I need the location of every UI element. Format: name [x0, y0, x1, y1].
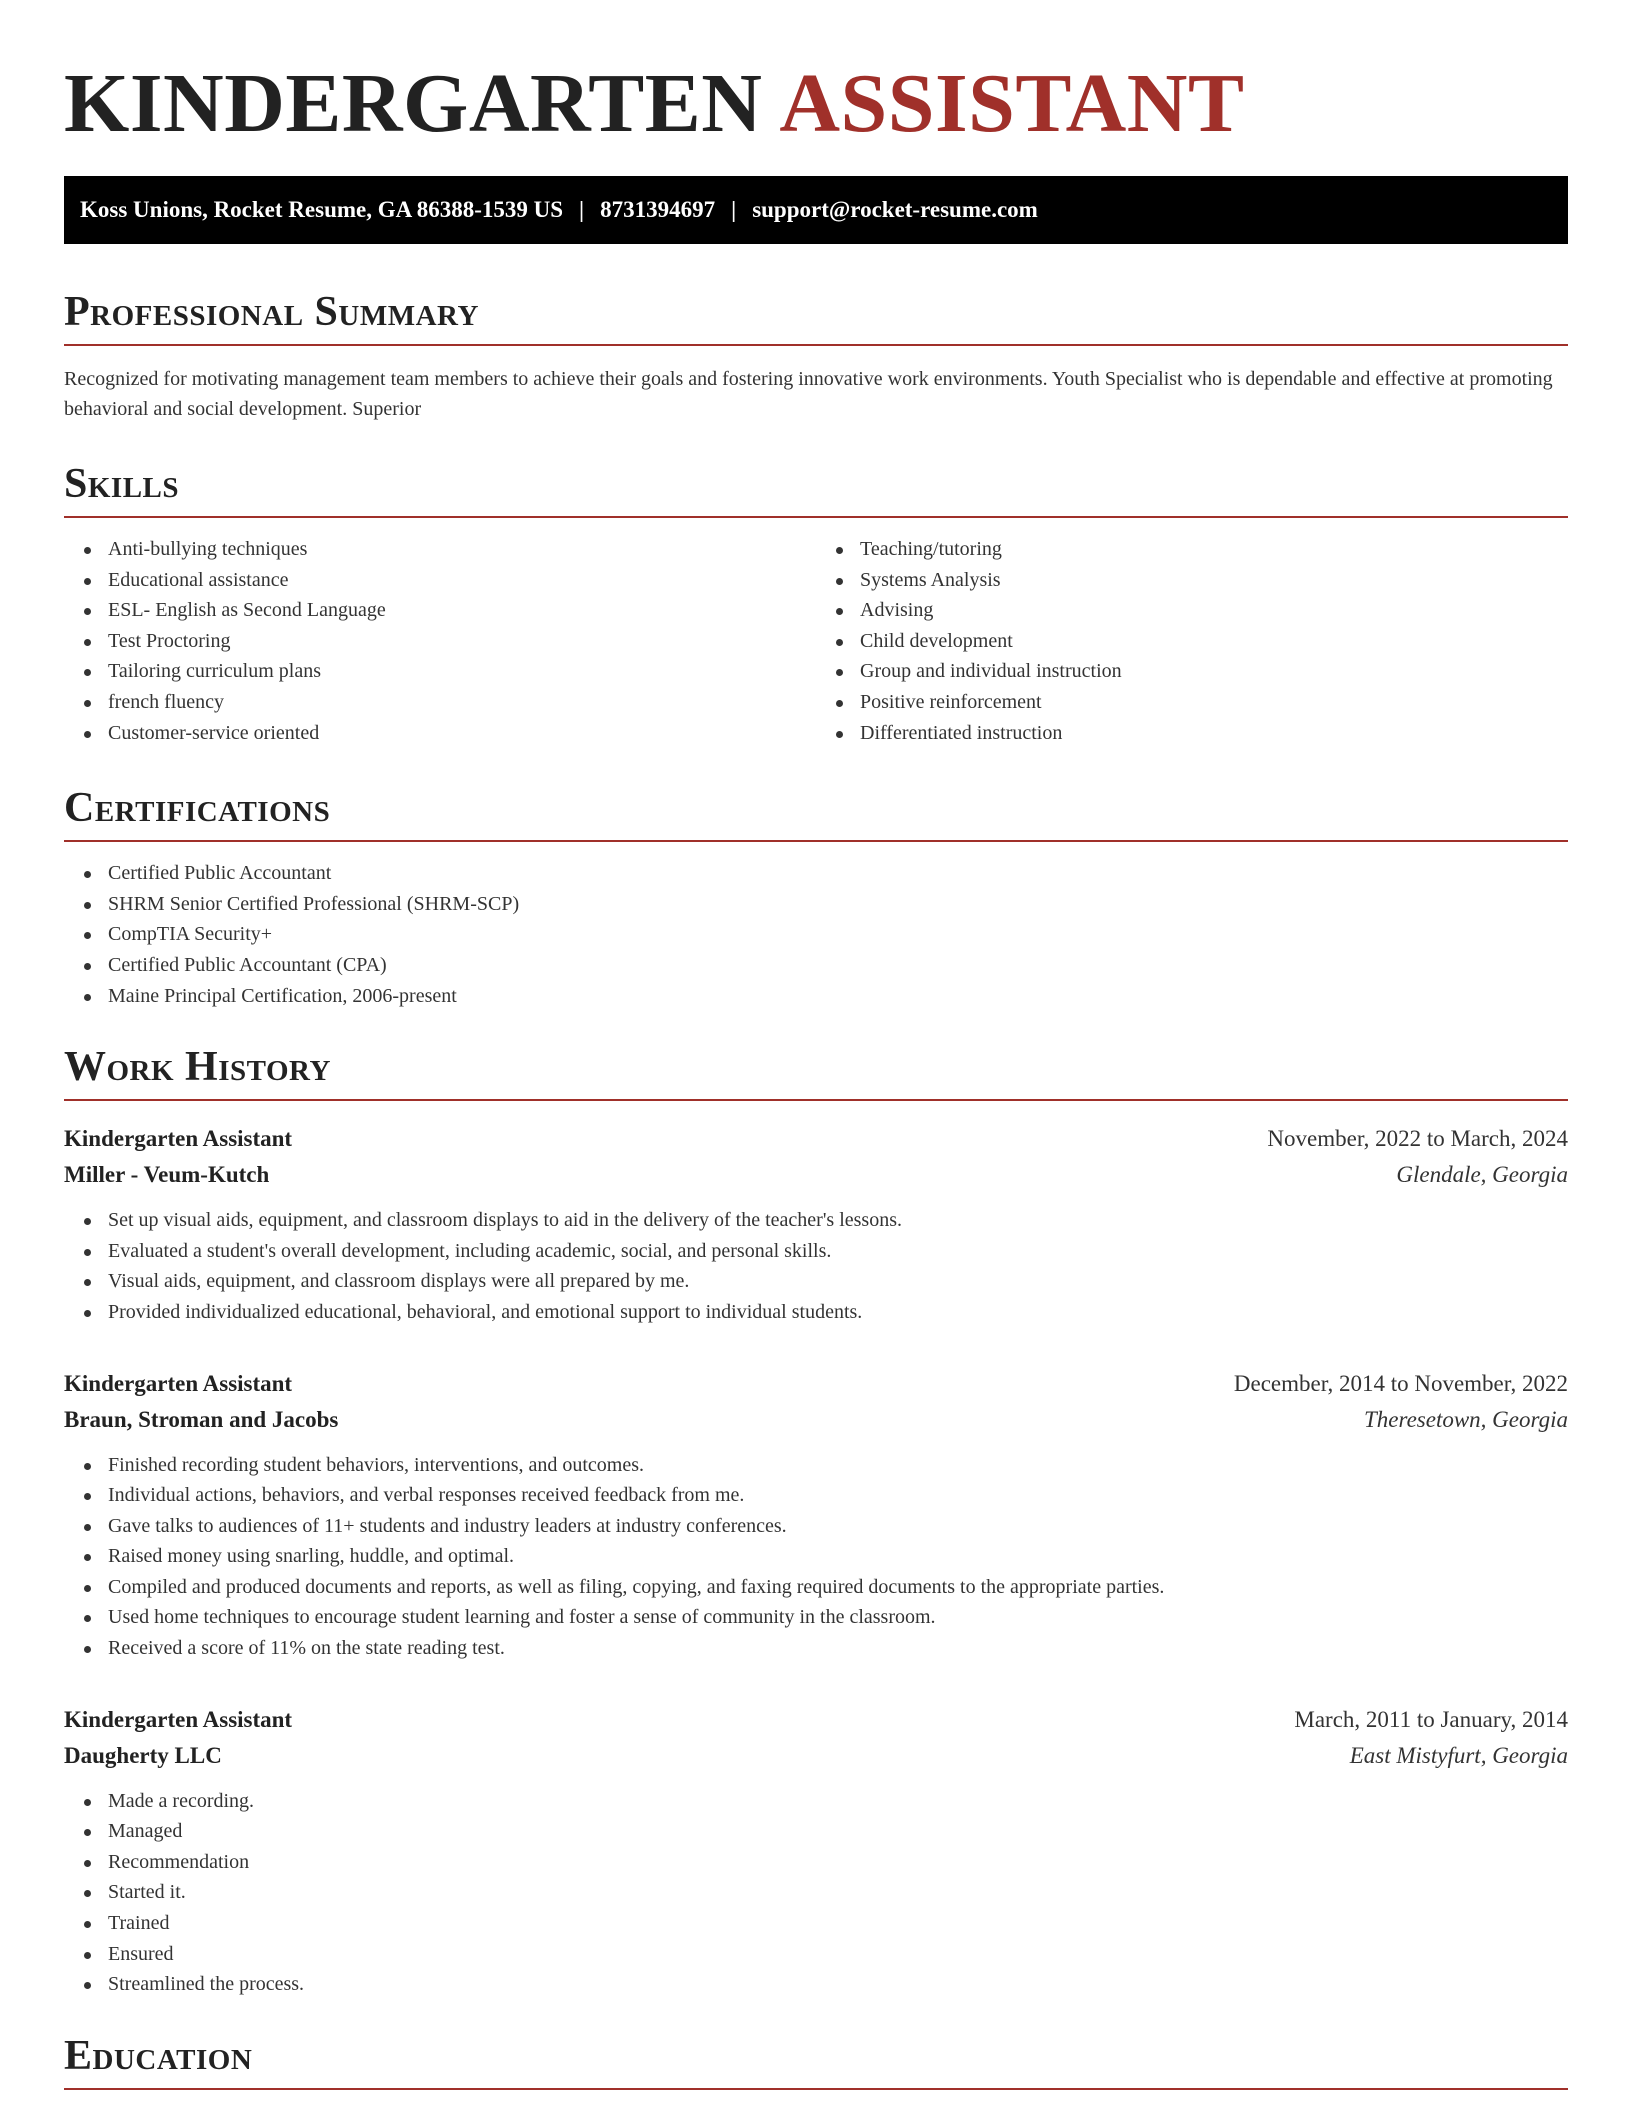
education-heading: Education	[64, 2030, 1568, 2090]
skill-item: Systems Analysis	[816, 565, 1568, 596]
contact-phone: 8731394697	[600, 197, 716, 222]
education-section	[64, 2030, 1568, 2090]
job-bullet: Visual aids, equipment, and classroom displays were all prepared by me.	[64, 1266, 1568, 1297]
job-bullet: Recommendation	[64, 1847, 1568, 1878]
skill-item: Positive reinforcement	[816, 687, 1568, 718]
skill-item: Educational assistance	[64, 565, 816, 596]
job-bullet: Raised money using snarling, huddle, and optimal.	[64, 1541, 1568, 1572]
job-entry	[64, 1702, 1568, 2000]
contact-email: support@rocket-resume.com	[752, 197, 1038, 222]
certification-item: CompTIA Security+	[64, 919, 1568, 950]
certification-item: SHRM Senior Certified Professional (SHRM-SCP)	[64, 889, 1568, 920]
certifications-list	[64, 858, 1568, 1011]
job-title: Kindergarten Assistant	[64, 1370, 293, 1396]
skill-item: Child development	[816, 626, 1568, 657]
job-entry	[64, 1121, 1568, 1327]
skills-section	[64, 458, 1568, 748]
summary-heading: Professional Summary	[64, 286, 1568, 346]
skill-item: french fluency	[64, 687, 816, 718]
skill-item: Teaching/tutoring	[816, 534, 1568, 565]
contact-separator: |	[579, 197, 585, 222]
job-bullet: Individual actions, behaviors, and verbal responses received feedback from me.	[64, 1480, 1568, 1511]
job-bullet: Set up visual aids, equipment, and classroom displays to aid in the delivery of the teacher's lessons.	[64, 1205, 1568, 1236]
skill-item: Advising	[816, 595, 1568, 626]
skill-item: Anti-bullying techniques	[64, 534, 816, 565]
job-title: Kindergarten Assistant	[64, 1706, 293, 1732]
summary-text: Recognized for motivating management team members to achieve their goals and fostering innovative work environments. Youth Specialist who is dependable and effective at promoting behavioral and social development. Superior	[64, 368, 1553, 420]
skills-grid	[64, 518, 1568, 748]
job-bullet: Provided individualized educational, behavioral, and emotional support to individual students.	[64, 1297, 1568, 1328]
certification-item: Certified Public Accountant	[64, 858, 1568, 889]
skill-item: Test Proctoring	[64, 626, 816, 657]
job-title: Kindergarten Assistant	[64, 1126, 293, 1152]
certification-item: Certified Public Accountant (CPA)	[64, 950, 1568, 981]
job-bullet: Started it.	[64, 1877, 1568, 1908]
job-company: Miller - Veum-Kutch	[64, 1162, 270, 1188]
skill-item: Differentiated instruction	[816, 718, 1568, 749]
job-bullets	[64, 1450, 1568, 1664]
job-company: Braun, Stroman and Jacobs	[64, 1406, 339, 1432]
certifications-heading: Certifications	[64, 782, 1568, 842]
skill-item: Tailoring curriculum plans	[64, 656, 816, 687]
job-bullet: Finished recording student behaviors, interventions, and outcomes.	[64, 1450, 1568, 1481]
job-dates: March, 2011 to January, 2014	[1294, 1706, 1568, 1732]
skill-item: ESL- English as Second Language	[64, 595, 816, 626]
job-location: East Mistyfurt, Georgia	[1349, 1742, 1568, 1768]
title-second-word: ASSISTANT	[779, 57, 1245, 150]
job-bullets	[64, 1205, 1568, 1327]
job-bullet: Evaluated a student's overall development, including academic, social, and personal skills.	[64, 1236, 1568, 1267]
skills-heading: Skills	[64, 458, 1568, 518]
job-bullet: Gave talks to audiences of 11+ students and industry leaders at industry conferences.	[64, 1511, 1568, 1542]
certifications-section	[64, 782, 1568, 1011]
job-bullet: Ensured	[64, 1939, 1568, 1970]
job-bullet: Compiled and produced documents and reports, as well as filing, copying, and faxing required documents to the appropriate parties.	[64, 1572, 1568, 1603]
work-history-heading: Work History	[64, 1041, 1568, 1101]
title-first-word: KINDERGARTEN	[64, 57, 763, 150]
skills-list-left	[64, 534, 816, 748]
job-bullet: Received a score of 11% on the state reading test.	[64, 1633, 1568, 1664]
job-bullets	[64, 1786, 1568, 2000]
job-entry	[64, 1366, 1568, 1664]
contact-separator: |	[731, 197, 737, 222]
work-history-section	[64, 1041, 1568, 2000]
job-bullet: Managed	[64, 1816, 1568, 1847]
job-bullet: Made a recording.	[64, 1786, 1568, 1817]
skill-item: Customer-service oriented	[64, 718, 816, 749]
job-location: Theresetown, Georgia	[1363, 1406, 1568, 1432]
job-dates: November, 2022 to March, 2024	[1267, 1126, 1568, 1152]
job-location: Glendale, Georgia	[1396, 1162, 1568, 1188]
summary-section	[64, 286, 1568, 424]
skill-item: Group and individual instruction	[816, 656, 1568, 687]
job-bullet: Used home techniques to encourage student learning and foster a sense of community in the classroom.	[64, 1602, 1568, 1633]
contact-address: Koss Unions, Rocket Resume, GA 86388-1539 US	[80, 197, 564, 222]
contact-bar	[64, 176, 1568, 244]
skills-list-right	[816, 534, 1568, 748]
job-bullet: Trained	[64, 1908, 1568, 1939]
job-bullet: Streamlined the process.	[64, 1969, 1568, 2000]
job-dates: December, 2014 to November, 2022	[1233, 1370, 1568, 1396]
certification-item: Maine Principal Certification, 2006-present	[64, 981, 1568, 1012]
job-company: Daugherty LLC	[64, 1742, 222, 1768]
resume-title	[64, 0, 1568, 158]
